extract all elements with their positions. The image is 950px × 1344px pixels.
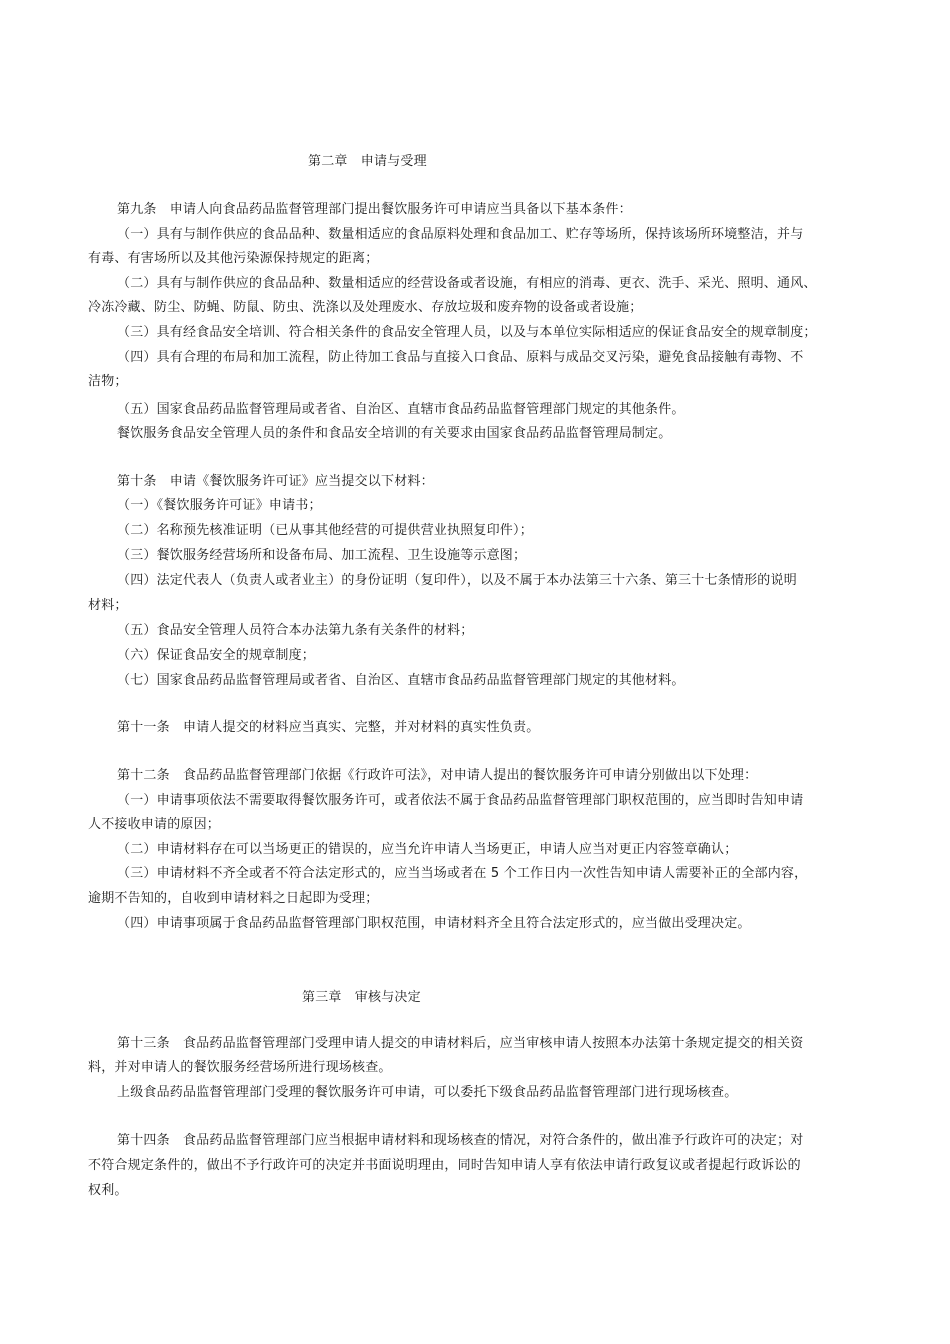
article-10-item-2: （二）名称预先核准证明（已从事其他经营的可提供营业执照复印件）； — [117, 523, 533, 538]
article-10-item-4-line-1: （四）法定代表人（负责人或者业主）的身份证明（复印件），以及不属于本办法第三十六条、第三十七条情形的说明 — [117, 573, 797, 588]
chapter-3-heading: 第三章 审核与决定 — [302, 990, 421, 1005]
article-12-item-1-line-1: （一）申请事项依法不需要取得餐饮服务许可，或者依法不属于食品药品监督管理部门职权范围的，应当即时告知申请 — [117, 793, 804, 808]
article-12-intro: 第十二条 食品药品监督管理部门依据《行政许可法》，对申请人提出的餐饮服务许可申请分别做出以下处理： — [117, 768, 758, 783]
chapter-2-heading: 第二章 申请与受理 — [308, 154, 427, 169]
article-10-item-4-line-2: 材料； — [88, 598, 128, 613]
article-9-item-4-line-1: （四）具有合理的布局和加工流程，防止待加工食品与直接入口食品、原料与成品交叉污染，避免食品接触有毒物、不 — [117, 350, 804, 365]
article-10-item-6: （六）保证食品安全的规章制度； — [117, 648, 316, 663]
article-12-item-1-line-2: 人不接收申请的原因； — [88, 817, 221, 832]
article-12-item-3-line-2: 逾期不告知的，自收到申请材料之日起即为受理； — [88, 891, 379, 906]
article-9-item-1-line-1: （一）具有与制作供应的食品品种、数量相适应的食品原料处理和食品加工、贮存等场所，保持该场所环境整洁，并与 — [117, 227, 804, 242]
article-10-item-3: （三）餐饮服务经营场所和设备布局、加工流程、卫生设施等示意图； — [117, 548, 527, 563]
article-14-line-2: 不符合规定条件的，做出不予行政许可的决定并书面说明理由，同时告知申请人享有依法申请行政复议或者提起行政诉讼的 — [88, 1158, 801, 1173]
article-12-item-4: （四）申请事项属于食品药品监督管理部门职权范围，申请材料齐全且符合法定形式的，应当做出受理决定。 — [117, 916, 751, 931]
article-9-item-5: （五）国家食品药品监督管理局或者省、自治区、直辖市食品药品监督管理部门规定的其他条件。 — [117, 402, 685, 417]
article-10-item-7: （七）国家食品药品监督管理局或者省、自治区、直辖市食品药品监督管理部门规定的其他材料。 — [117, 673, 685, 688]
article-10-item-1: （一）《餐饮服务许可证》申请书； — [117, 498, 322, 513]
article-10-intro: 第十条 申请《餐饮服务许可证》应当提交以下材料： — [117, 474, 434, 489]
article-13-line-3: 上级食品药品监督管理部门受理的餐饮服务许可申请，可以委托下级食品药品监督管理部门进行现场核查。 — [117, 1085, 738, 1100]
article-13-line-2: 料，并对申请人的餐饮服务经营场所进行现场核查。 — [88, 1060, 392, 1075]
article-9-item-2-line-2: 冷冻冷藏、防尘、防蝇、防鼠、防虫、洗涤以及处理废水、存放垃圾和废弃物的设备或者设施； — [88, 300, 643, 315]
article-10-item-5: （五）食品安全管理人员符合本办法第九条有关条件的材料； — [117, 623, 474, 638]
article-9-intro: 第九条 申请人向食品药品监督管理部门提出餐饮服务许可申请应当具备以下基本条件： — [117, 202, 632, 217]
article-9-item-1-line-2: 有毒、有害场所以及其他污染源保持规定的距离； — [88, 251, 379, 266]
article-9-item-3: （三）具有经食品安全培训、符合相关条件的食品安全管理人员，以及与本单位实际相适应的保证食品安全的规章制度； — [117, 325, 817, 340]
article-12-item-3-line-1: （三）申请材料不齐全或者不符合法定形式的，应当当场或者在 5 个工作日内一次性告知申请人需要补正的全部内容， — [117, 866, 808, 881]
article-14-line-3: 权利。 — [88, 1183, 128, 1198]
article-9-item-4-line-2: 洁物； — [88, 374, 128, 389]
article-12-item-2: （二）申请材料存在可以当场更正的错误的，应当允许申请人当场更正，申请人应当对更正内容签章确认； — [117, 842, 738, 857]
article-9-item-2-line-1: （二）具有与制作供应的食品品种、数量相适应的经营设备或者设施，有相应的消毒、更衣、洗手、采光、照明、通风、 — [117, 276, 817, 291]
article-11: 第十一条 申请人提交的材料应当真实、完整，并对材料的真实性负责。 — [117, 720, 540, 735]
article-13-line-1: 第十三条 食品药品监督管理部门受理申请人提交的申请材料后，应当审核申请人按照本办法第十条规定提交的相关资 — [117, 1036, 804, 1051]
article-14-line-1: 第十四条 食品药品监督管理部门应当根据申请材料和现场核查的情况，对符合条件的，做出准予行政许可的决定；对 — [117, 1133, 804, 1148]
article-9-closing: 餐饮服务食品安全管理人员的条件和食品安全培训的有关要求由国家食品药品监督管理局制定。 — [117, 426, 672, 441]
